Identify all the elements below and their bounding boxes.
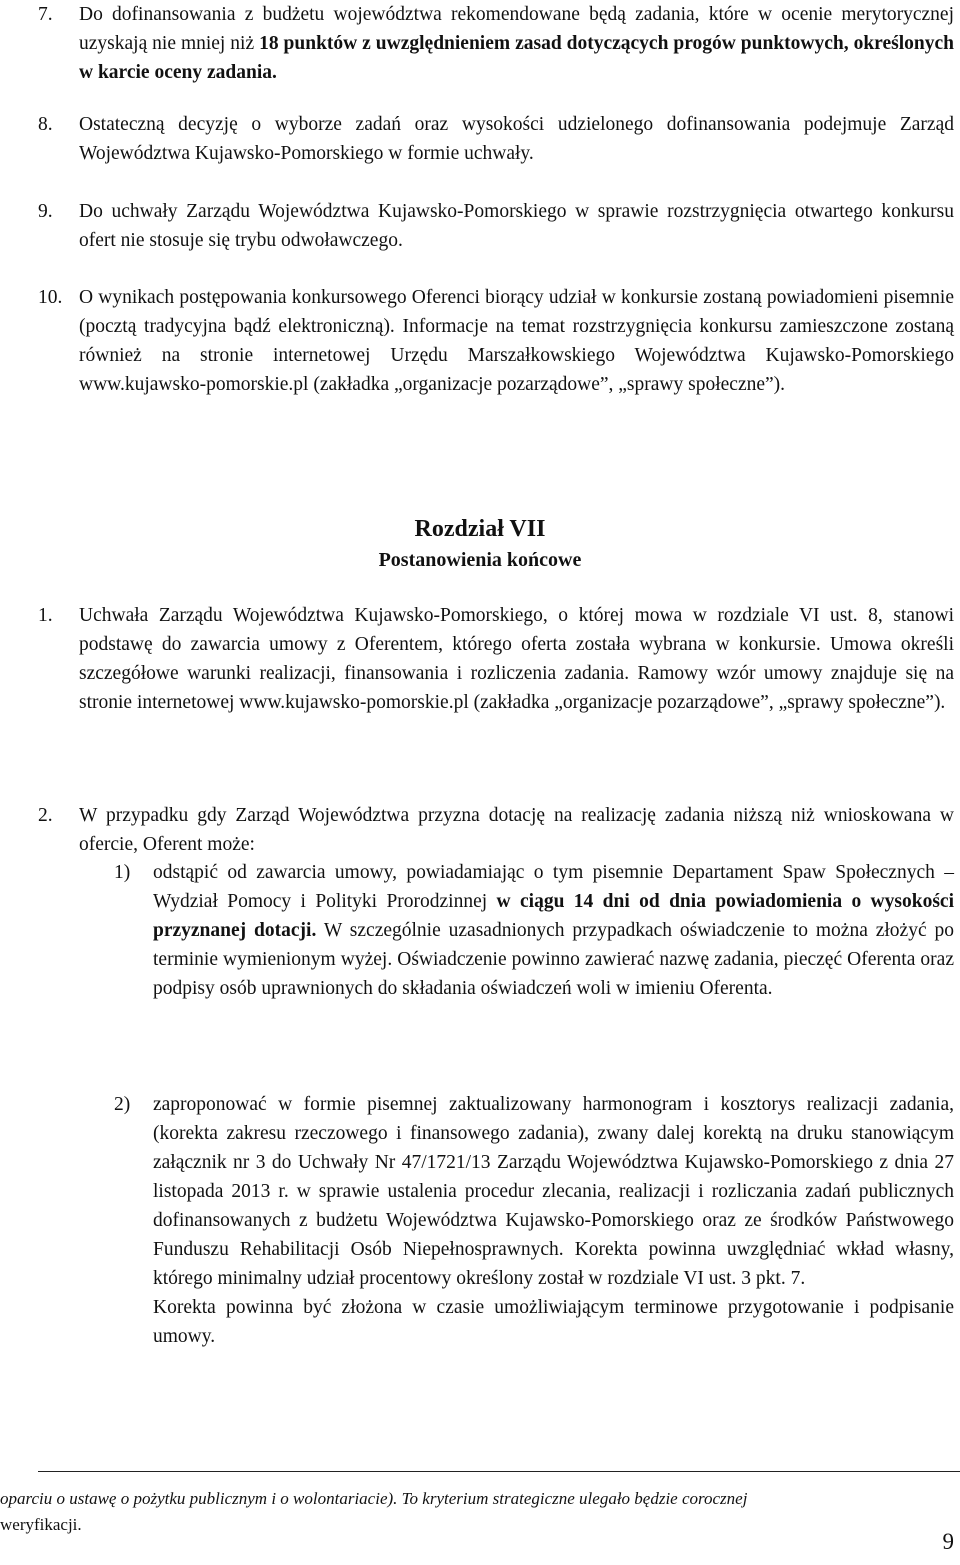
item-number: 10. — [38, 287, 63, 308]
item-number: 1. — [38, 605, 53, 626]
sub-item-number: 2) — [114, 1094, 131, 1115]
bold-phrase: 18 punktów z uwzględnieniem zasad dotyczących progów punktowych, określonych w karcie oceny zadania. — [79, 33, 954, 83]
sub-item-number: 1) — [114, 862, 131, 883]
sub-item-extra-paragraph: Korekta powinna być złożona w czasie umożliwiającym terminowe przygotowanie i podpisanie umowy. — [153, 1297, 954, 1347]
final-provision-2 — [38, 801, 954, 859]
item-text: Uchwała Zarządu Województwa Kujawsko-Pomorskiego, o której mowa w rozdziale VI ust. 8, stanowi podstawę do zawarcia umowy z Oferentem, którego oferta została wybrana w konkursie. Umowa określi szczegółowe warunki realizacji, finansowania i rozliczenia zadania. Ramowy wzór umowy znajduje się na stronie internetowej www.kujawsko-pomorskie.pl (zakładka „organizacje pozarządowe”, „sprawy społeczne”). — [79, 605, 954, 713]
item-number: 8. — [38, 114, 53, 135]
list-item-8 — [38, 110, 954, 168]
item-text: Do uchwały Zarządu Województwa Kujawsko-Pomorskiego w sprawie rozstrzygnięcia otwartego konkursu ofert nie stosuje się trybu odwoławczego. — [79, 201, 954, 251]
item-number: 9. — [38, 201, 53, 222]
sub-item-text: odstąpić od zawarcia umowy, powiadamiając o tym pisemnie Departament Spaw Społecznych – Wydział Pomocy i Polityki Prorodzinnej w ciągu 14 dni od dnia powiadomienia o wysokości przyznanej dotacji. W szczególnie uzasadnionych przypadkach oświadczenie to można złożyć po terminie wymienionym wyżej. Oświadczenie powinno zawierać nazwę zadania, pieczęć Oferenta oraz podpisy osób uprawnionych do składania oświadczeń woli w imieniu Oferenta. — [153, 862, 955, 999]
page-number: 9 — [942, 1529, 954, 1554]
item-text: W przypadku gdy Zarząd Województwa przyzna dotację na realizację zadania niższą niż wnioskowana w ofercie, Oferent może: — [79, 805, 954, 855]
footnote-plain: weryfikacji. — [0, 1515, 82, 1534]
item-text: Ostateczną decyzję o wyborze zadań oraz wysokości udzielonego dofinansowania podejmuje Zarząd Województwa Kujawsko-Pomorskiego w formie uchwały. — [79, 114, 954, 164]
footnote — [0, 1486, 922, 1538]
chapter-title: Rozdział VII — [414, 516, 546, 542]
item-number: 7. — [38, 4, 53, 25]
list-item-7 — [38, 0, 954, 87]
footnote-italic: oparciu o ustawę o pożytku publicznym i o wolontariacie). To kryterium strategiczne ulegało będzie corocznej — [0, 1489, 748, 1508]
item-text: Do dofinansowania z budżetu województwa rekomendowane będą zadania, które w ocenie merytorycznej uzyskają nie mniej niż 18 punktów z uwzględnieniem zasad dotyczących progów punktowych, określonych w karcie oceny zadania. — [79, 4, 954, 83]
bold-phrase: w ciągu 14 dni od dnia powiadomienia o wysokości przyznanej dotacji. — [153, 891, 954, 941]
final-provision-1 — [38, 601, 954, 717]
chapter-subtitle: Postanowienia końcowe — [378, 549, 582, 571]
list-item-9 — [38, 197, 954, 255]
item-text: O wynikach postępowania konkursowego Oferenci biorący udział w konkursie zostaną powiadomieni pisemnie (pocztą tradycyjna bądź elektroniczną). Informacje na temat rozstrzygnięcia konkursu zamieszczone zostaną również na stronie internetowej Urzędu Marszałkowskiego Województwa Kujawsko-Pomorskiego www.kujawsko-pomorskie.pl (zakładka „organizacje pozarządowe”, „sprawy społeczne”). — [79, 287, 954, 395]
item-number: 2. — [38, 805, 53, 826]
sub-item-2 — [114, 1090, 954, 1351]
sub-item-1 — [114, 858, 954, 1003]
sub-item-text: zaproponować w formie pisemnej zaktualizowany harmonogram i kosztorys realizacji zadania, (korekta zakresu rzeczowego i finansowego zadania), zwany dalej korektą na druku stanowiącym załącznik nr 3 do Uchwały Nr 47/1721/13 Zarządu Województwa Kujawsko-Pomorskiego z dnia 27 listopada 2013 r. w sprawie ustalenia procedur zlecania, realizacji i rozliczania zadań publicznych dofinansowanych z budżetu Województwa Kujawsko-Pomorskiego oraz ze środków Państwowego Funduszu Rehabilitacji Osób Niepełnosprawnych. Korekta powinna uwzględniać wkład własny, którego minimalny udział procentowy określony został w rozdziale VI ust. 3 pkt. 7. Korekta powinna być złożona w czasie umożliwiającym terminowe przygotowanie i podpisanie umowy. — [153, 1090, 954, 1351]
list-item-10 — [38, 283, 954, 399]
footnote-divider — [38, 1471, 960, 1472]
